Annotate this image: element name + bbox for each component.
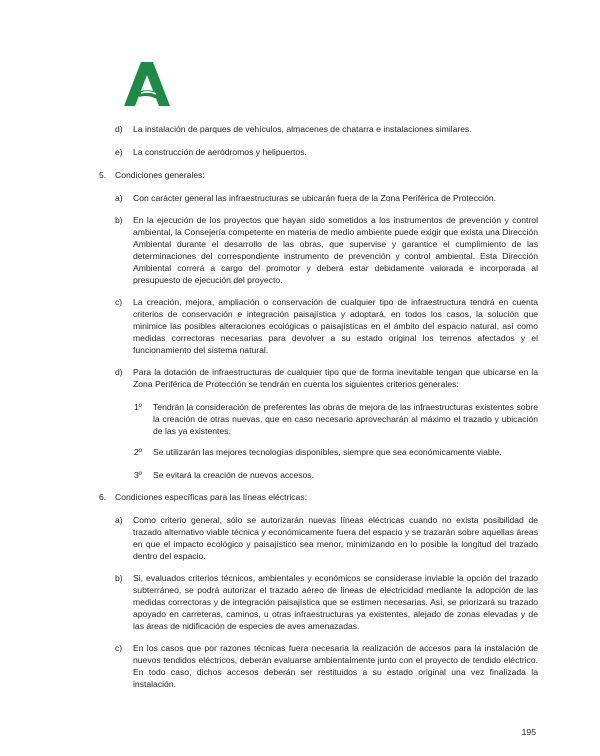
item-marker: d) xyxy=(115,124,123,134)
section-number: 5. xyxy=(99,170,107,180)
item-marker: d) xyxy=(115,367,123,377)
page-number: 195 xyxy=(521,727,536,737)
list-item: Si, evaluados criterios técnicos, ambientales y económicos se considerase inviable la opción del trazado subterráneo, se podrá autorizar el trazado aéreo de líneas de electricidad mediante la adopción de las medidas correctoras y de integración paisajística que se estimen necesarias. Así, se priorizará su trazado apoyado en carreteras, caminos, u otras infraestructuras ya existentes, alejado de zonas elevadas y de las áreas de nidificación de especies de aves amenazadas. xyxy=(133,573,538,631)
list-item: La construcción de aeródromos y helipuertos. xyxy=(133,147,307,157)
list-item: Para la dotación de infraestructuras de cualquier tipo que de forma inevitable tengan que ubicarse en la Zona Periférica de Protección se tendrán en cuenta los siguientes criterios generales: xyxy=(133,367,538,389)
list-item: Como criterio general, sólo se autorizarán nuevas líneas eléctricas cuando no exista posibilidad de trazado alternativo viable técnica y económicamente fuera del espacio y se trazarán sobre aquellas áreas en que el impacto ecológico y paisajístico sea menor, minimizando en lo posible la longitud del trazado dentro del espacio. xyxy=(133,515,538,561)
list-item: La creación, mejora, ampliación o conservación de cualquier tipo de infraestructura tendrá en cuenta criterios de conservación e integración paisajística y adoptará, en todos los casos, la solución que minimice las posibles alteraciones ecológicas o paisajísticas en el ámbito del espacio natural, así como medidas correctoras necesarias para devolver a su estado original los terrenos afectados y el funcionamiento del sistema natural. xyxy=(133,297,538,355)
item-marker: c) xyxy=(115,297,123,307)
sub-list-item: Se utilizarán las mejores tecnologías disponibles, siempre que sea económicamente viable. xyxy=(153,447,502,457)
item-marker: c) xyxy=(115,643,123,653)
junta-andalucia-logo-icon xyxy=(124,62,170,106)
list-item: En la ejecución de los proyectos que hayan sido sometidos a los instrumentos de prevención y control ambiental, la Consejería competente en materia de medio ambiente puede exigir que exista una Dirección Ambiental durante el desarrollo de las obras, que supervise y garantice el cumplimiento de las determinaciones del correspondiente instrumento de prevención y control ambiental. Esta Dirección Ambiental correrá a cargo del promotor y deberá estar debidamente valorada e incorporada al presupuesto de ejecución del proyecto. xyxy=(133,215,538,285)
sub-item-marker: 3º xyxy=(134,470,142,480)
sub-list-item: Se evitará la creación de nuevos accesos. xyxy=(153,470,314,480)
section-heading: Condiciones específicas para las líneas eléctricas: xyxy=(115,492,308,502)
sub-list-item: Tendrán la consideración de preferentes las obras de mejora de las infraestructuras existentes sobre la creación de otras nuevas, que en caso necesario aprovecharán al máximo el trazado y ubicación de las ya existentes. xyxy=(153,402,538,436)
list-item: En los casos que por razones técnicas fuera necesaria la realización de accesos para la instalación de nuevos tendidos eléctricos, deberán evaluarse ambientalmente junto con el proyecto de tendido eléctrico. En todo caso, dichos accesos deberán ser restituidos a su estado original una vez finalizada la instalación. xyxy=(133,643,538,689)
item-marker: b) xyxy=(115,215,123,225)
sub-item-marker: 2º xyxy=(134,447,142,457)
list-item: La instalación de parques de vehículos, almacenes de chatarra e instalaciones similares. xyxy=(133,124,472,134)
section-heading: Condiciones generales: xyxy=(115,170,205,180)
list-item: Con carácter general las infraestructuras se ubicarán fuera de la Zona Periférica de Protección. xyxy=(133,193,497,203)
item-marker: b) xyxy=(115,573,123,583)
item-marker: a) xyxy=(115,515,123,525)
item-marker: a) xyxy=(115,193,123,203)
sub-item-marker: 1º xyxy=(134,402,142,412)
section-number: 6. xyxy=(99,492,107,502)
item-marker: e) xyxy=(115,147,123,157)
